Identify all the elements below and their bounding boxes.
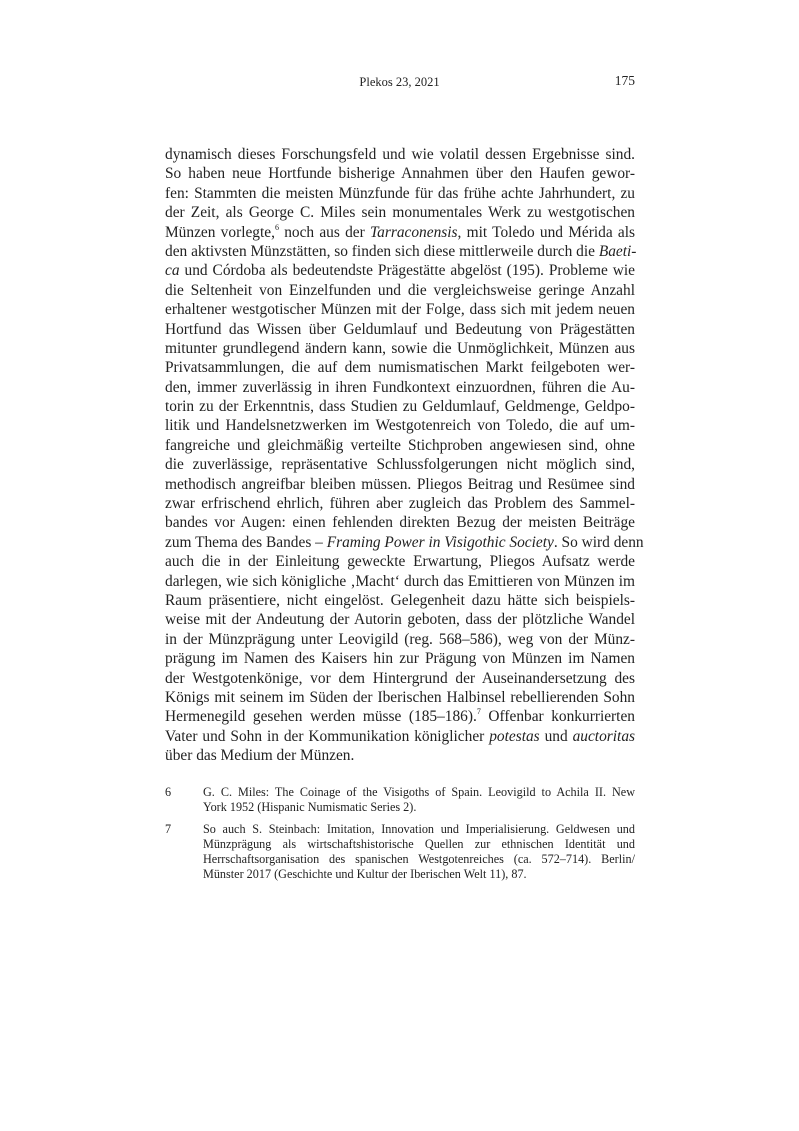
footnote-line: Münster 2017 (Geschichte und Kultur der Iberischen Welt 11), 87. [203,867,527,881]
text-segment: weise mit der Andeutung der Autorin geboten, dass der plötzliche Wandel [165,611,635,629]
text-line [165,184,635,203]
text-line [165,572,635,591]
running-header: Plekos 23, 2021 [359,75,440,89]
text-line [165,552,635,571]
text-segment: Vater und Sohn in der Kommunikation königlicher [165,727,490,745]
text-segment: der Westgotenkönige, vor dem Hintergrund der Auseinandersetzung des [165,669,635,687]
text-segment: , mit Toledo und Mérida als [457,223,635,241]
text-line [165,436,635,455]
footnote-reference[interactable]: 7 [476,707,481,717]
text-line [165,591,635,610]
text-line [165,688,635,707]
footnote-reference[interactable]: 6 [274,222,279,232]
text-line [165,513,635,532]
italic-text: Framing Power in Visigothic Society [326,533,554,551]
footnote-line: York 1952 (Hispanic Numismatic Series 2). [203,800,417,814]
text-line [165,358,635,377]
footnote-line: Münzprägung als wirtschaftshistorische Quellen zur ethnischen Identität und [203,837,635,851]
text-segment: Offenbar konkurrierten [480,708,635,726]
text-line [165,455,635,474]
text-segment: den, immer zuverlässig in ihren Fundkontext einzuordnen, führen die Au- [165,378,635,396]
text-segment: zum Thema des Bandes – [165,533,327,551]
text-line [165,416,635,435]
text-line [165,397,635,416]
text-line [165,339,635,358]
italic-text: ca [165,262,180,280]
text-segment: die zuverlässige, repräsentative Schlussfolgerungen nicht möglich sind, [165,456,635,474]
text-segment: auch die in der Einleitung geweckte Erwartung, Pliegos Aufsatz werde [165,553,635,571]
text-line [165,145,635,164]
text-segment: . So wird denn [553,533,644,551]
page-number: 175 [614,73,635,88]
body-text [165,145,644,766]
italic-text: Tarraconensis [370,223,458,241]
text-line [165,320,635,339]
text-line [165,164,635,183]
text-segment: die Seltenheit von Einzelfunden und die vergleichsweise geringe Anzahl [165,281,635,299]
text-segment: Privatsammlungen, die auf dem numismatischen Markt feilgeboten wer- [165,359,635,377]
text-segment: Hortfund das Wissen über Geldumlauf und Bedeutung von Prägestätten [165,320,635,338]
text-segment: noch aus der [278,223,371,241]
text-segment: zwar erfrischend ehrlich, führen aber zugleich das Problem des Sammel- [165,495,635,513]
footnote-number: 6 [165,785,172,799]
text-line [165,203,635,222]
footnote-line: So auch S. Steinbach: Imitation, Innovation und Imperialisierung. Geldwesen und [203,822,635,836]
text-line [165,649,635,668]
footnote-text [203,785,635,815]
footnotes [165,785,635,889]
text-segment: fangreiche und gleichmäßig verteilte Stichproben angewiesen sind, ohne [165,436,635,454]
text-segment: den aktivsten Münzstätten, so finden sich diese mittlerweile durch die [165,242,599,260]
italic-text: Baeti- [598,242,637,260]
italic-text: auctoritas [572,727,635,745]
text-line [165,475,635,494]
text-line [165,261,635,280]
footnote [165,785,635,815]
text-segment: Hermenegild gesehen werden müsse (185–186). [165,708,477,726]
text-segment: darlegen, wie sich königliche ‚Macht‘ durch das Emittieren von Münzen im [165,572,635,590]
text-line [165,707,635,726]
text-segment: litik und Handelsnetzwerken im Westgotenreich von Toledo, die auf um- [165,417,635,435]
text-segment: So haben neue Hortfunde bisherige Annahmen über den Haufen gewor- [165,165,635,183]
footnote-line: G. C. Miles: The Coinage of the Visigoths of Spain. Leovigild to Achila II. New [203,785,635,799]
text-segment: mitunter grundlegend ändern kann, sowie die Unmöglichkeit, Münzen aus [165,339,635,357]
text-line [165,494,635,513]
text-segment: dynamisch dieses Forschungsfeld und wie volatil dessen Ergebnisse sind. [165,146,635,163]
text-segment: methodisch angreifbar bleiben müssen. Pliegos Beitrag und Resümee sind [165,475,635,493]
footnote-line: Herrschaftsorganisation des spanischen Westgotenreiches (ca. 572–714). Berlin/ [203,852,635,866]
text-line [165,281,635,300]
text-line [165,669,635,688]
text-segment: prägung im Namen des Kaisers hin zur Prägung von Münzen im Namen [165,650,635,668]
text-line [165,223,635,242]
text-line [165,630,635,649]
text-segment: und [539,727,573,745]
text-segment: Raum präsentiere, nicht eingelöst. Gelegenheit dazu hätte sich beispiels- [165,591,635,609]
text-segment: torin zu der Erkenntnis, dass Studien zu Geldumlauf, Geldmenge, Geldpo- [165,398,635,416]
text-line [165,300,635,319]
text-segment: Münzen vorlegte, [165,223,275,241]
text-segment: fen: Stammten die meisten Münzfunde für das frühe achte Jahrhundert, zu [165,184,635,202]
text-segment: in der Münzprägung unter Leovigild (reg. 568–586), weg von der Münz- [165,630,635,648]
text-segment: und Córdoba als bedeutendste Prägestätte abgelöst (195). Probleme wie [179,262,635,280]
text-line [165,533,644,552]
text-segment: der Zeit, als George C. Miles sein monumentales Werk zu westgotischen [165,204,635,222]
text-line [165,378,635,397]
text-line [165,746,635,765]
footnote [165,822,635,882]
text-segment: erhaltener westgotischer Münzen mit der Folge, dass sich mit jedem neuen [165,301,635,319]
footnote-number: 7 [165,822,172,836]
text-segment: über das Medium der Münzen. [165,747,355,765]
text-line [165,610,635,629]
text-segment: Königs mit seinem im Süden der Iberischen Halbinsel rebellierenden Sohn [165,688,635,706]
text-line [165,242,635,261]
footnote-text [203,822,635,882]
text-segment: bandes vor Augen: einen fehlenden direkten Bezug der meisten Beiträge [165,514,635,532]
italic-text: potestas [489,727,540,745]
text-line [165,727,635,746]
